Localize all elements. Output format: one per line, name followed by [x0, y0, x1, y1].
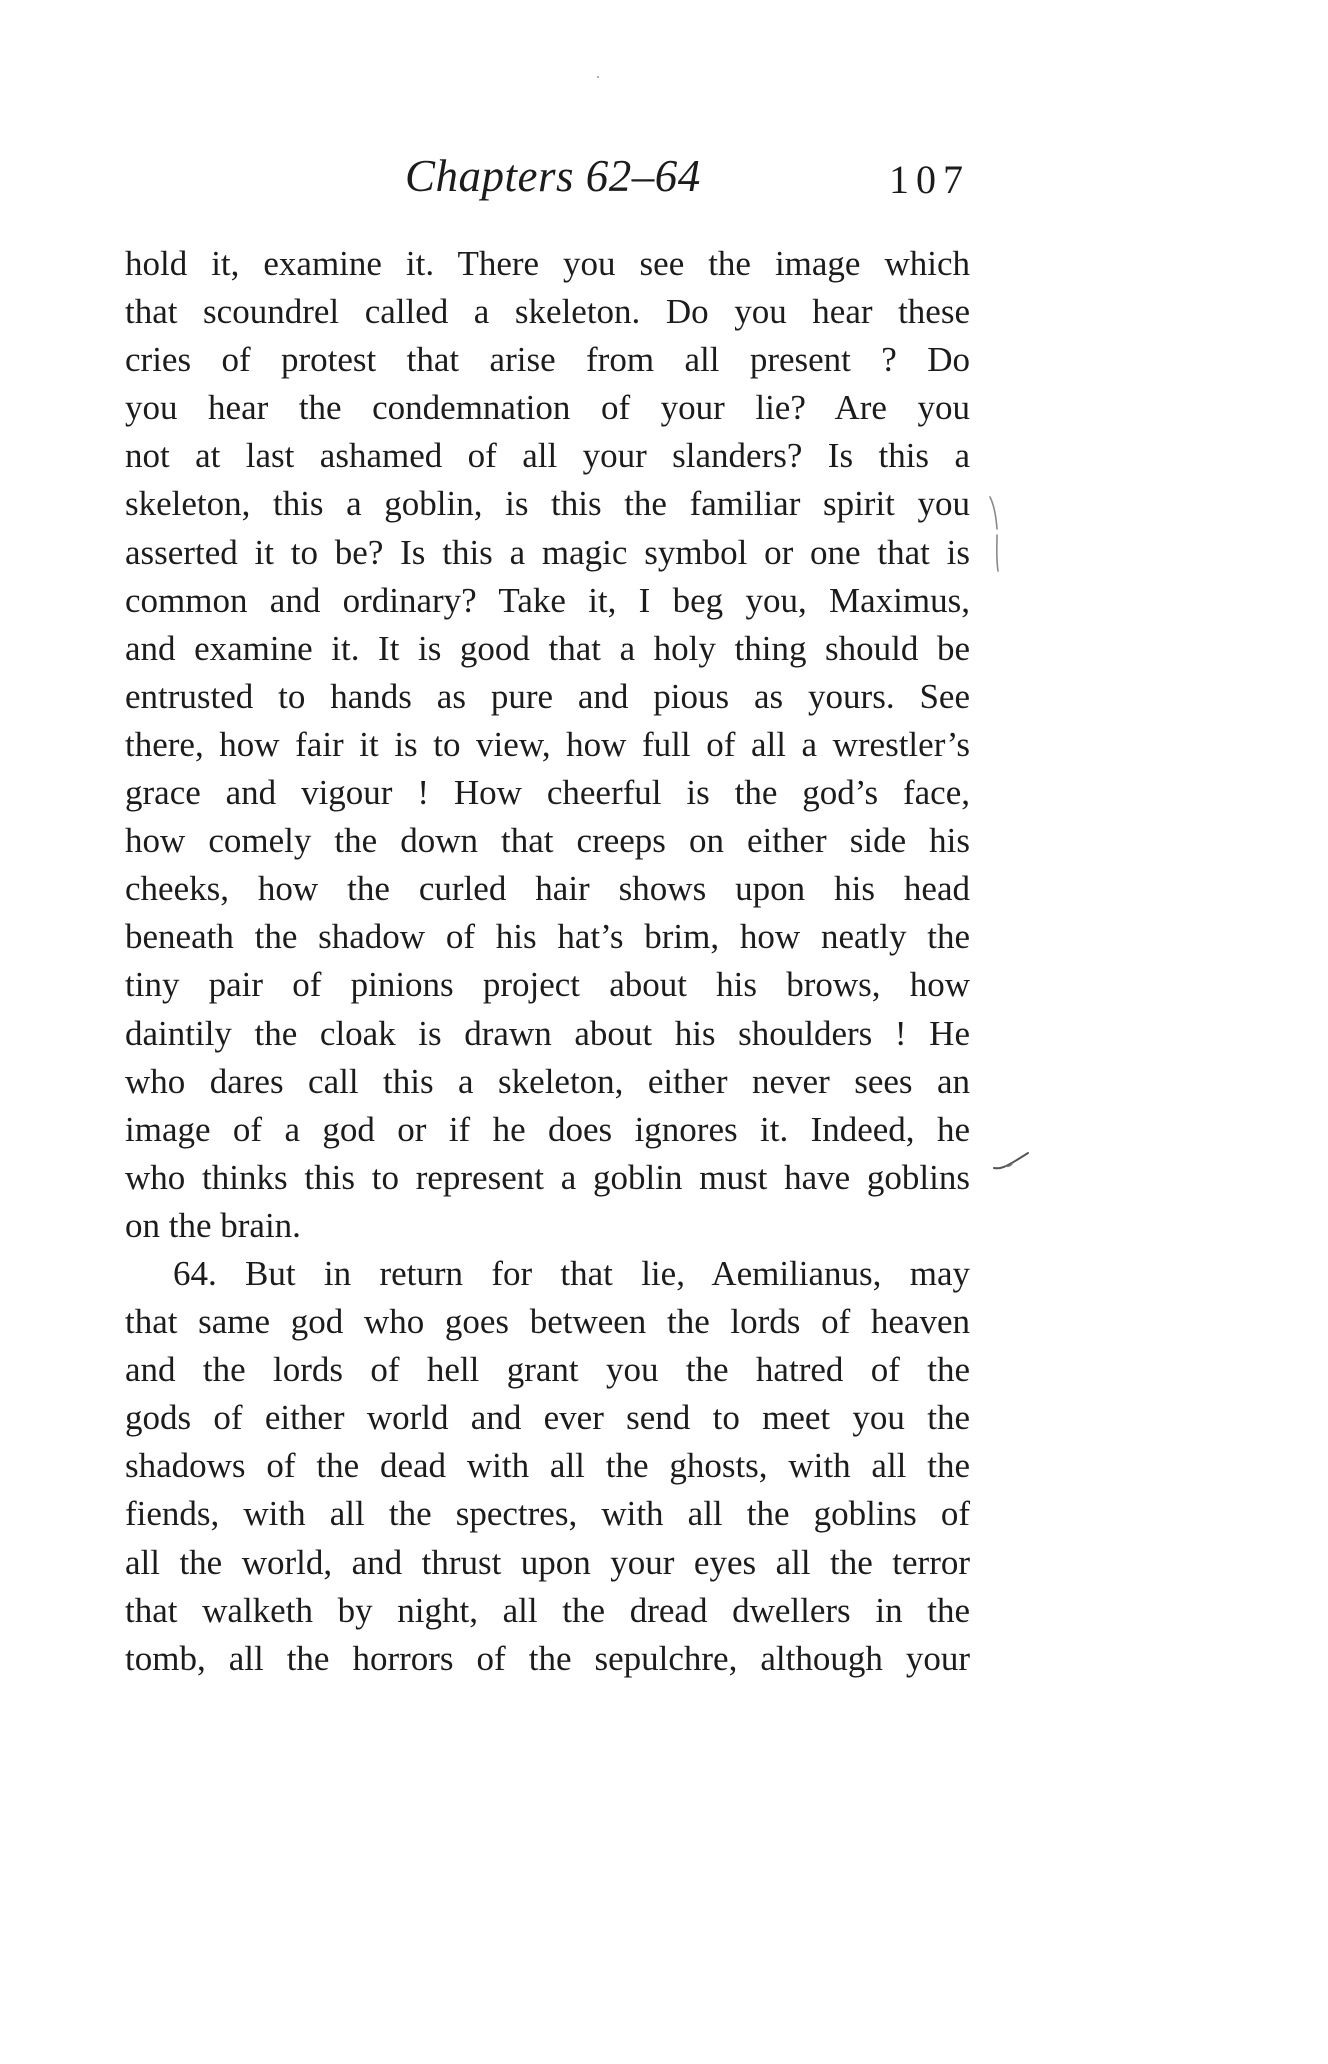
text-line: hold it, examine it. There you see the image which	[125, 244, 970, 283]
pencil-bracket-mark-icon	[988, 495, 1004, 575]
text-line: image of a god or if he does ignores it. Indeed, he	[125, 1109, 970, 1149]
paragraph	[125, 1250, 970, 1683]
running-head	[125, 150, 970, 220]
text-line: not at last ashamed of all your slanders? Is this a	[125, 436, 970, 476]
text-line: tiny pair of pinions project about his brows, how	[125, 965, 970, 1005]
text-line: that scoundrel called a skeleton. Do you hear these	[125, 292, 970, 332]
text-line: grace and vigour ! How cheerful is the god’s face,	[125, 773, 970, 813]
paragraph	[125, 240, 970, 1250]
text-line: who dares call this a skeleton, either never sees an	[125, 1061, 970, 1101]
text-line: common and ordinary? Take it, I beg you, Maximus,	[125, 580, 970, 620]
text-line: asserted it to be? Is this a magic symbol or one that is	[125, 532, 970, 572]
pencil-tick-mark-icon	[992, 1150, 1032, 1176]
text-line: that same god who goes between the lords of heaven	[125, 1302, 970, 1342]
text-line: all the world, and thrust upon your eyes all the terror	[125, 1542, 970, 1582]
text-line: you hear the condemnation of your lie? Are you	[125, 388, 970, 428]
text-line: on the brain.	[125, 1205, 301, 1245]
text-line: shadows of the dead with all the ghosts, with all the	[125, 1446, 970, 1486]
text-line: tomb, all the horrors of the sepulchre, although your	[125, 1638, 970, 1678]
text-line: how comely the down that creeps on either side his	[125, 821, 970, 861]
text-line: daintily the cloak is drawn about his shoulders ! He	[125, 1013, 970, 1053]
text-line: fiends, with all the spectres, with all the goblins of	[125, 1494, 970, 1534]
text-line: and examine it. It is good that a holy thing should be	[125, 628, 970, 668]
text-line: cheeks, how the curled hair shows upon his head	[125, 869, 970, 909]
body-text	[125, 240, 970, 1683]
chapter-title: Chapters 62–64	[405, 151, 701, 201]
text-line: there, how fair it is to view, how full of all a wrestler’s	[125, 724, 970, 764]
text-line: 64. But in return for that lie, Aemilianus, may	[173, 1253, 970, 1293]
paper-speck	[597, 76, 599, 78]
text-line: who thinks this to represent a goblin must have goblins	[125, 1157, 970, 1197]
text-line: that walketh by night, all the dread dwellers in the	[125, 1590, 970, 1630]
text-line: and the lords of hell grant you the hatred of the	[125, 1350, 970, 1390]
text-line: skeleton, this a goblin, is this the familiar spirit you	[125, 484, 970, 524]
text-line: cries of protest that arise from all present ? Do	[125, 340, 970, 380]
text-line: entrusted to hands as pure and pious as yours. See	[125, 676, 970, 716]
page-number: 107	[889, 157, 970, 202]
text-line: gods of either world and ever send to meet you the	[125, 1398, 970, 1438]
text-line: beneath the shadow of his hat’s brim, how neatly the	[125, 917, 970, 957]
